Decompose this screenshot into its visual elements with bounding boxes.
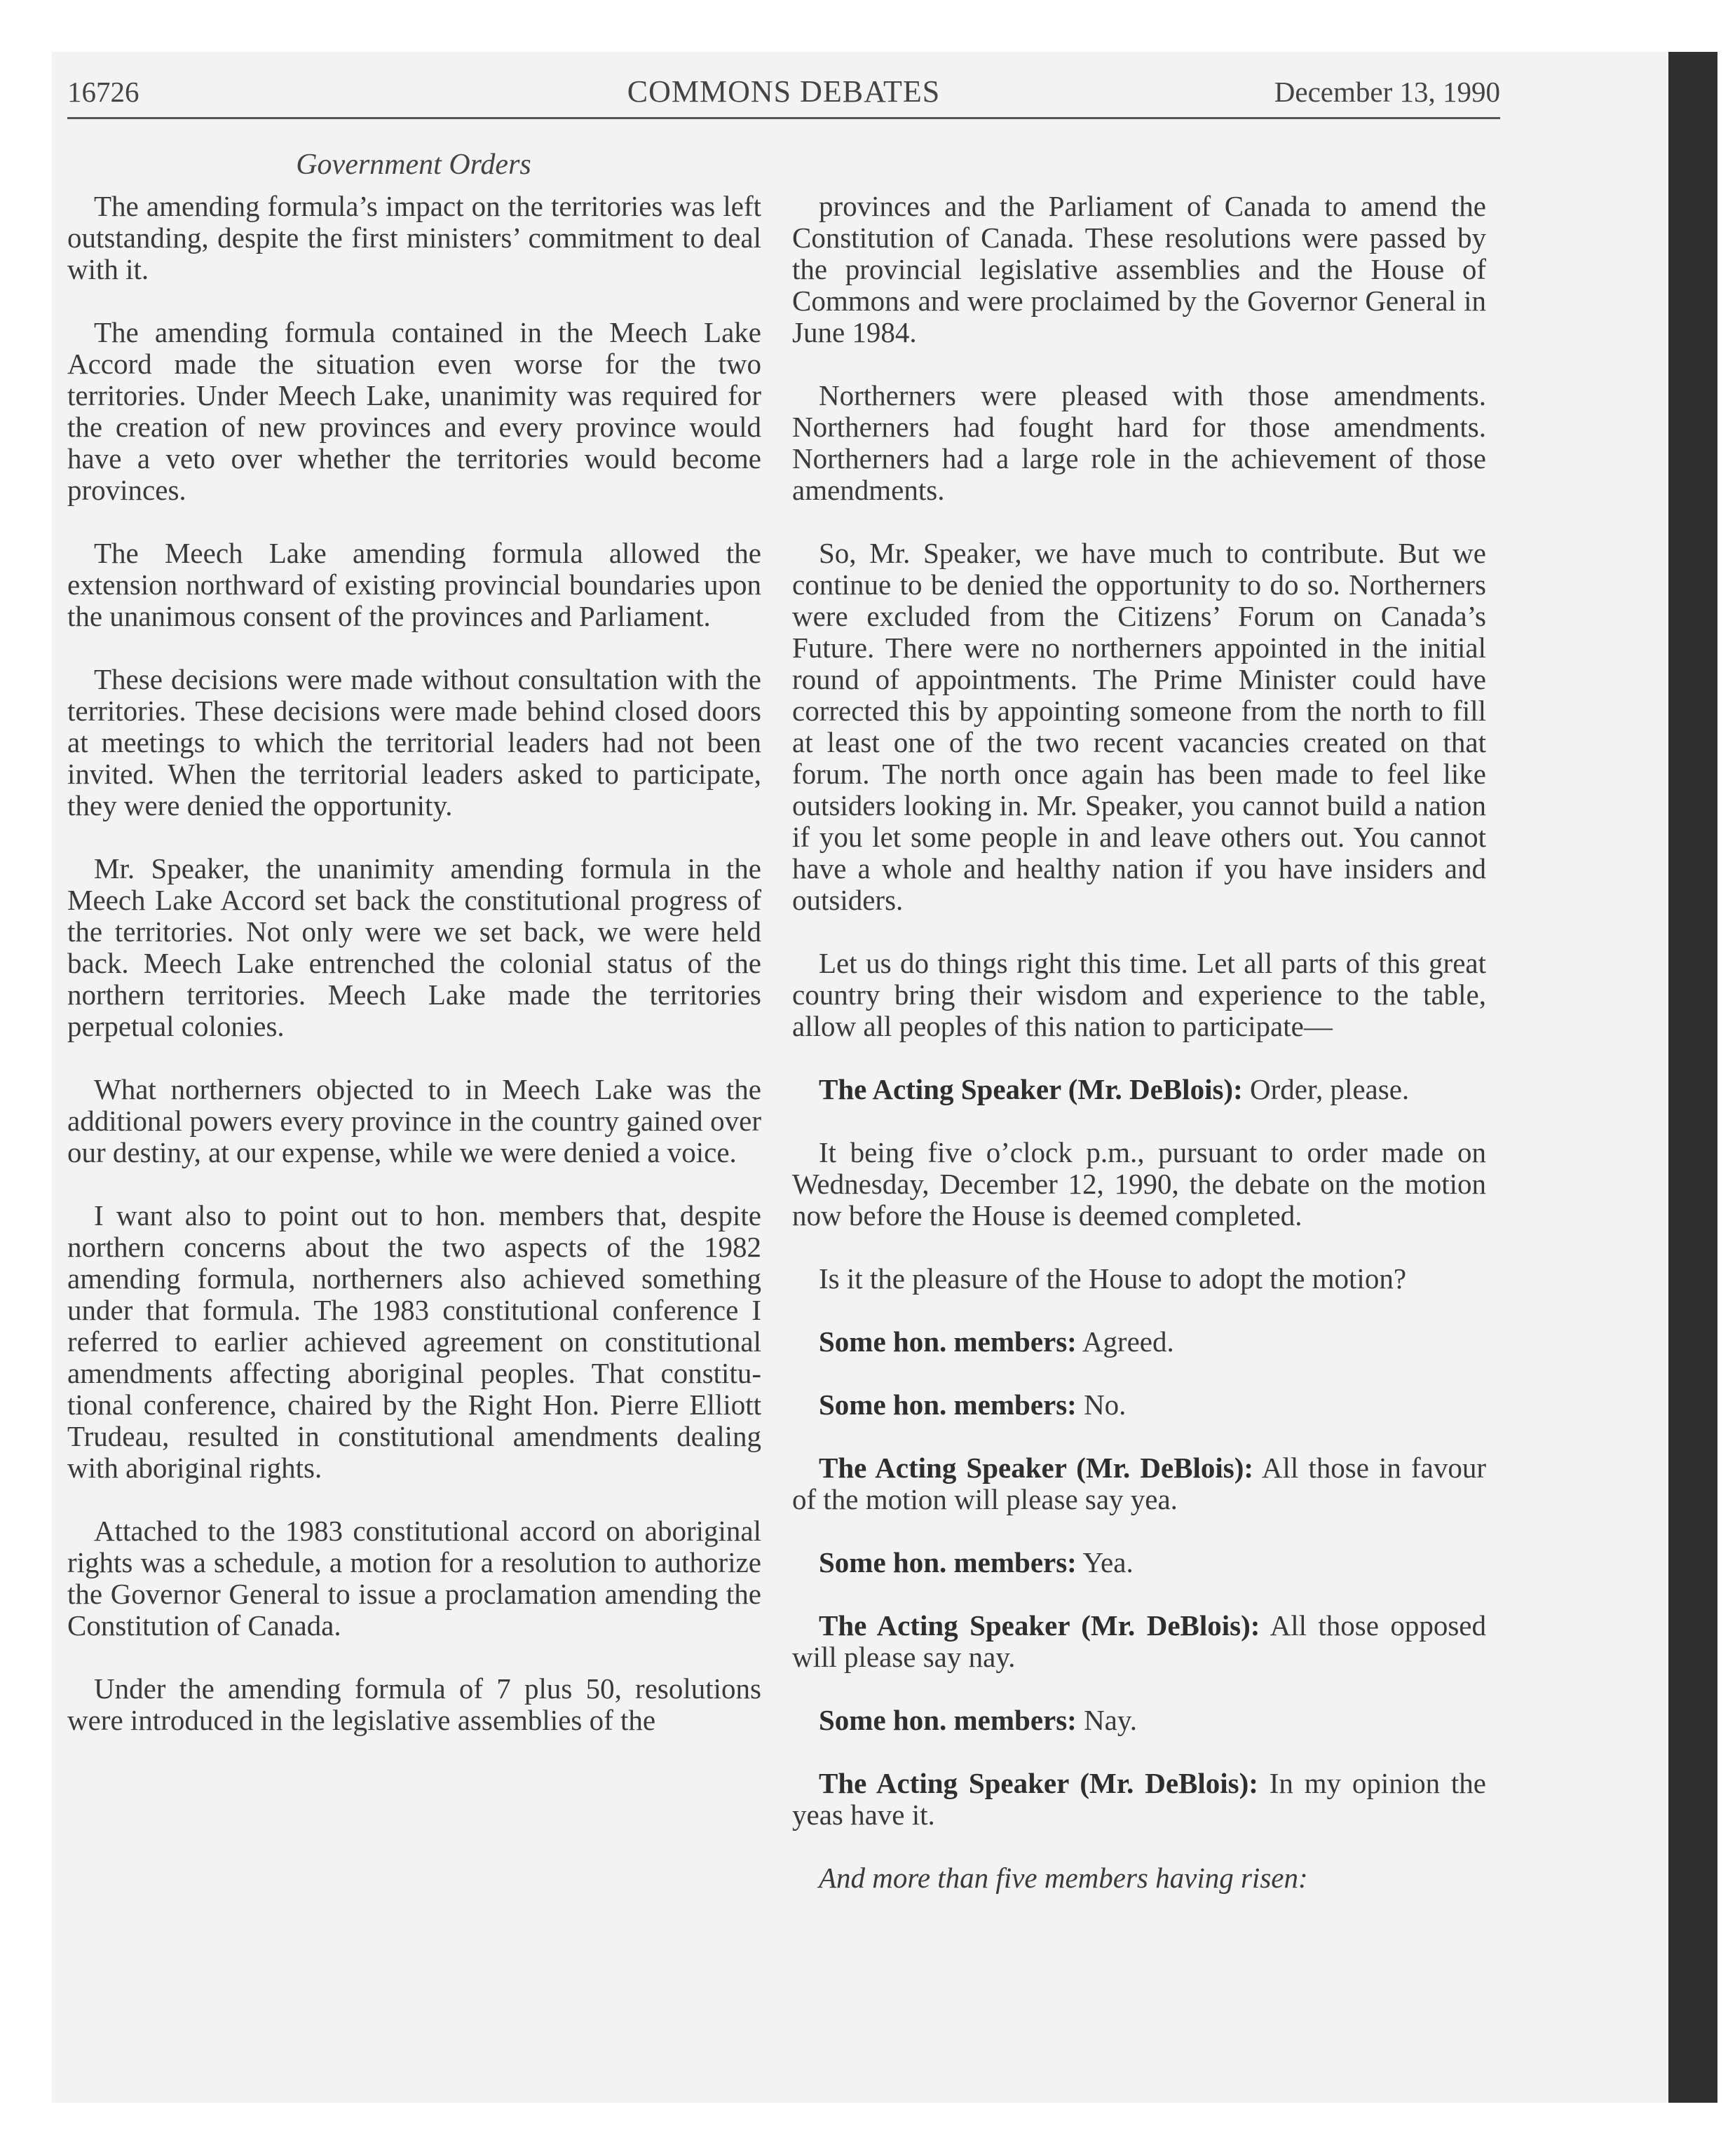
paragraph: The amending formula’s impact on the territories was left outstanding, despite the first ministers’ commitment to deal with it.	[67, 190, 761, 285]
paragraph: The amending formula contained in the Meech Lake Accord made the situation even worse for the two territories. Under Meech Lake, unanimity was required for the creation of new provinces and every province would have a veto over whether the territories would become provinces.	[67, 316, 761, 506]
paragraph-text: In my opinion the yeas have it.	[792, 1767, 1486, 1831]
paragraph-text: provinces and the Parliament of Canada to amend the Constitution of Canada. These resolutions were passed by the provincial legislative assemblies and the House of Commons and were proclaimed by the Governor General in June 1984.	[792, 190, 1486, 348]
paragraph	[792, 1389, 1486, 1421]
speaker-name: The Acting Speaker (Mr. DeBlois):	[819, 1073, 1243, 1105]
paragraph: Attached to the 1983 constitutional accord on aboriginal rights was a schedule, a motion for a resolution to authorize the Governor General to issue a proclamation amending the Constitution of Canada.	[67, 1515, 761, 1642]
speaker-name: The Acting Speaker (Mr. DeBlois):	[819, 1609, 1260, 1642]
speaker-name: Some hon. members:	[819, 1389, 1077, 1421]
speaker-name: Some hon. members:	[819, 1704, 1077, 1736]
paragraph: What northerners objected to in Meech Lake was the additional powers every province in the country gained over our destiny, at our expense, while we were denied a voice.	[67, 1073, 761, 1168]
paragraph	[792, 1610, 1486, 1673]
right-column	[792, 191, 1486, 1925]
paragraph-text: And more than five members having risen:	[819, 1862, 1308, 1894]
paragraph	[792, 1263, 1486, 1295]
paragraph-text: So, Mr. Speaker, we have much to contribute. But we continue to be denied the opportunity to do so. Northerners were excluded from the Citizens’ Forum on Canada’s Future. There were no northerners appointed in the initial round of appointments. The Prime Minister could have corrected this by appointing someone from the north to fill at least one of the two recent vacancies created on that forum. The north once again has been made to feel like outsiders looking in. Mr. Speaker, you cannot build a nation if you let some people in and leave others out. You cannot have a whole and healthy nation if you have insiders and outsiders.	[792, 537, 1486, 916]
paragraph-text: Northerners were pleased with those amendments. Northerners had fought hard for those amendments. Northerners had a large role in the achievement of those amendments.	[792, 379, 1486, 506]
paragraph: The Meech Lake amending formula allowed the extension northward of existing provincial boundaries upon the unanimous consent of the provinces and Parliament.	[67, 537, 761, 632]
paragraph	[792, 1705, 1486, 1736]
paragraph	[792, 1547, 1486, 1578]
paragraph-text: All those in favour of the motion will please say yea.	[792, 1452, 1486, 1515]
publication-title: COMMONS DEBATES	[627, 74, 941, 109]
paragraph-text: All those opposed will please say nay.	[792, 1609, 1487, 1673]
paragraph-text: Yea.	[1076, 1546, 1134, 1578]
paragraph	[792, 1074, 1486, 1105]
paragraph	[792, 1137, 1486, 1231]
section-title: Government Orders	[296, 149, 531, 181]
paragraph-text: Nay.	[1076, 1704, 1137, 1736]
paragraph: I want also to point out to hon. members that, despite northern concerns about the two aspects of the 1982 amending formula, northerners also achieved something under that formula. The 1983 constitutional conference I referred to earlier achieved agreement on constitutional amendments affecting aboriginal peoples. That constitutional conference, chaired by the Right Hon. Pierre Elliott Trudeau, resulted in constitutional amendments dealing with aboriginal rights.	[67, 1199, 761, 1484]
paragraph	[792, 1326, 1486, 1358]
speaker-name: Some hon. members:	[819, 1546, 1077, 1578]
paragraph	[792, 191, 1486, 348]
scan-edge-shadow	[1668, 52, 1717, 2103]
paragraph	[792, 948, 1486, 1042]
paragraph	[792, 538, 1486, 916]
paragraph-text: Agreed.	[1076, 1325, 1174, 1358]
publication-date: December 13, 1990	[1274, 76, 1500, 108]
paragraph	[792, 1452, 1486, 1515]
speaker-name: The Acting Speaker (Mr. DeBlois):	[819, 1767, 1258, 1799]
paragraph: Mr. Speaker, the unanimity amending formula in the Meech Lake Accord set back the constitutional progress of the territories. Not only were we set back, we were held back. Meech Lake entrenched the colonial status of the northern territories. Meech Lake made the territories perpetual colonies.	[67, 852, 761, 1042]
paragraph-text: No.	[1076, 1389, 1127, 1421]
procedural-note	[792, 1862, 1486, 1894]
page-header	[67, 67, 1500, 117]
speaker-name: Some hon. members:	[819, 1325, 1077, 1358]
speaker-name: The Acting Speaker (Mr. DeBlois):	[819, 1452, 1254, 1484]
paragraph-text: Is it the pleasure of the House to adopt the motion?	[819, 1262, 1407, 1295]
paragraph-text: It being five o’clock p.m., pursuant to order made on Wednesday, December 12, 1990, the debate on the motion now before the House is deemed completed.	[792, 1136, 1486, 1231]
paragraph	[792, 1768, 1486, 1831]
paragraph: Under the amending formula of 7 plus 50, resolutions were introduced in the legislative assemblies of the	[67, 1672, 761, 1736]
paragraph: These decisions were made without consultation with the territories. These decisions were made behind closed doors at meetings to which the territorial leaders had not been invited. When the territorial leaders asked to participate, they were denied the opportunity.	[67, 663, 761, 821]
paragraph-text: Let us do things right this time. Let all parts of this great country bring their wisdom and experience to the table, allow all peoples of this nation to participate—	[792, 947, 1486, 1042]
paragraph-text: Order, please.	[1242, 1073, 1410, 1105]
page-number: 16726	[67, 76, 140, 108]
left-column	[67, 191, 761, 1768]
paragraph	[792, 380, 1486, 506]
header-rule	[67, 117, 1500, 119]
